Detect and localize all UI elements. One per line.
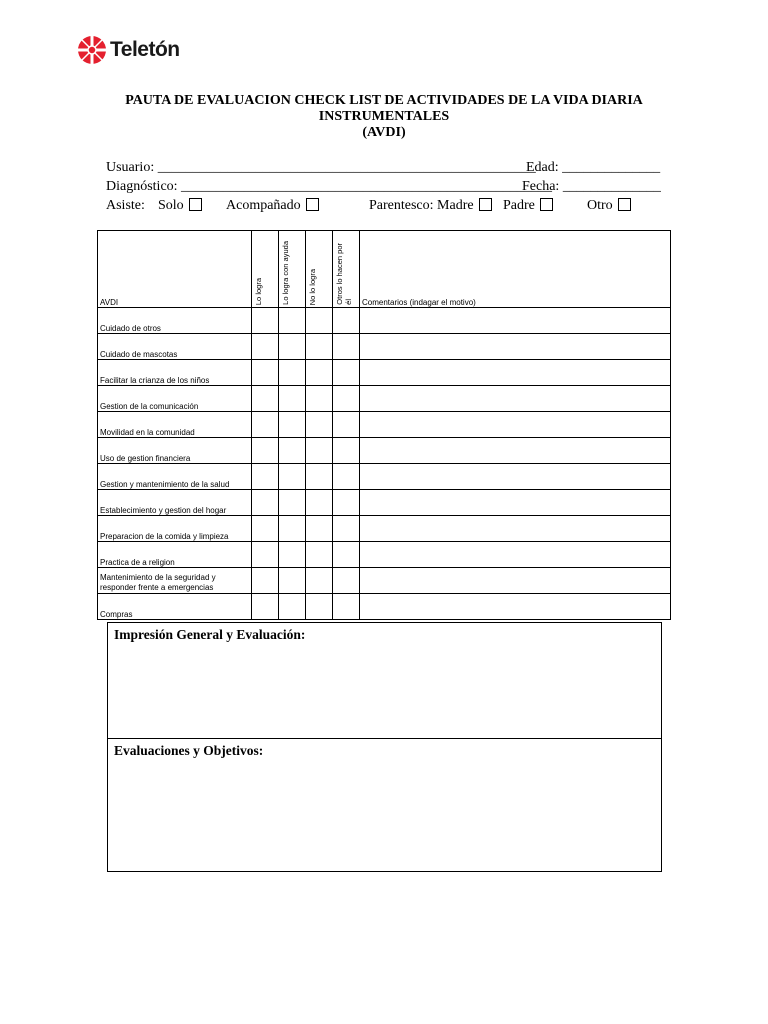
no-logra-cell[interactable] — [306, 594, 333, 620]
lo-logra-cell[interactable] — [252, 568, 279, 594]
table-row — [98, 308, 671, 334]
teleton-cross-icon — [76, 34, 108, 66]
otros-cell[interactable] — [333, 516, 360, 542]
lo-logra-cell[interactable] — [252, 594, 279, 620]
madre-checkbox[interactable] — [479, 198, 492, 211]
page-title-line3: (AVDI) — [362, 125, 406, 140]
lo-logra-cell[interactable] — [252, 542, 279, 568]
no-logra-cell[interactable] — [306, 516, 333, 542]
comentarios-cell[interactable] — [360, 386, 671, 412]
no-logra-cell[interactable] — [306, 360, 333, 386]
lo-logra-cell[interactable] — [252, 516, 279, 542]
con-ayuda-cell[interactable] — [279, 490, 306, 516]
acompanado-checkbox[interactable] — [306, 198, 319, 211]
con-ayuda-cell[interactable] — [279, 516, 306, 542]
otro-label: Otro — [587, 198, 613, 213]
comentarios-cell[interactable] — [360, 412, 671, 438]
no-logra-cell[interactable] — [306, 386, 333, 412]
no-logra-cell[interactable] — [306, 490, 333, 516]
padre-option[interactable] — [503, 198, 553, 214]
table-row — [98, 594, 671, 620]
diagnostico-field[interactable]: Diagnóstico: _____________________________________________________ — [106, 179, 553, 194]
comentarios-cell[interactable] — [360, 568, 671, 594]
otros-cell[interactable] — [333, 464, 360, 490]
con-ayuda-cell[interactable] — [279, 308, 306, 334]
activity-label: Cuidado de mascotas — [98, 334, 252, 360]
acompanado-label: Acompañado — [226, 198, 301, 213]
otros-cell[interactable] — [333, 542, 360, 568]
activity-label: Cuidado de otros — [98, 308, 252, 334]
edad-field[interactable]: Edad: ______________ — [526, 160, 661, 175]
col-lo-logra-header: Lo logra — [252, 231, 279, 308]
col-comentarios-header: Comentarios (indagar el motivo) — [360, 231, 671, 308]
lo-logra-cell[interactable] — [252, 360, 279, 386]
con-ayuda-cell[interactable] — [279, 594, 306, 620]
table-row — [98, 412, 671, 438]
activity-label: Practica de a religion — [98, 542, 252, 568]
otros-cell[interactable] — [333, 438, 360, 464]
no-logra-cell[interactable] — [306, 464, 333, 490]
lo-logra-cell[interactable] — [252, 438, 279, 464]
otros-cell[interactable] — [333, 594, 360, 620]
table-row — [98, 464, 671, 490]
con-ayuda-cell[interactable] — [279, 568, 306, 594]
con-ayuda-cell[interactable] — [279, 334, 306, 360]
comentarios-cell[interactable] — [360, 334, 671, 360]
con-ayuda-cell[interactable] — [279, 386, 306, 412]
comentarios-cell[interactable] — [360, 516, 671, 542]
table-row — [98, 438, 671, 464]
activity-label: Gestion de la comunicación — [98, 386, 252, 412]
activity-label: Mantenimiento de la seguridad y responder frente a emergencias — [98, 568, 252, 594]
asiste-label: Asiste: — [106, 198, 145, 213]
avdi-table — [97, 230, 671, 620]
table-row — [98, 490, 671, 516]
col-no-logra-header: No lo logra — [306, 231, 333, 308]
table-row — [98, 516, 671, 542]
lo-logra-cell[interactable] — [252, 334, 279, 360]
teleton-logo — [76, 34, 180, 66]
usuario-field[interactable]: Usuario: ______________________________________________________ — [106, 160, 536, 175]
lo-logra-cell[interactable] — [252, 412, 279, 438]
lo-logra-cell[interactable] — [252, 386, 279, 412]
comentarios-cell[interactable] — [360, 594, 671, 620]
activity-label: Compras — [98, 594, 252, 620]
solo-checkbox[interactable] — [189, 198, 202, 211]
evaluaciones-objetivos-title: Evaluaciones y Objetivos: — [114, 743, 264, 758]
con-ayuda-cell[interactable] — [279, 542, 306, 568]
comentarios-cell[interactable] — [360, 438, 671, 464]
impresion-general-section[interactable] — [107, 622, 662, 739]
otros-cell[interactable] — [333, 334, 360, 360]
activity-label: Preparacion de la comida y limpieza — [98, 516, 252, 542]
otro-option[interactable] — [587, 198, 631, 214]
col-avdi-header: AVDI — [98, 231, 252, 308]
page-title-line1: PAUTA DE EVALUACION CHECK LIST DE ACTIVIDADES DE LA VIDA DIARIA — [125, 93, 643, 108]
acompanado-option[interactable] — [226, 198, 319, 214]
otros-cell[interactable] — [333, 308, 360, 334]
impresion-general-title: Impresión General y Evaluación: — [114, 627, 306, 642]
parentesco-madre-label: Parentesco: Madre — [369, 198, 474, 213]
fecha-field[interactable]: Fecha: ______________ — [522, 179, 661, 194]
no-logra-cell[interactable] — [306, 412, 333, 438]
con-ayuda-cell[interactable] — [279, 360, 306, 386]
comentarios-cell[interactable] — [360, 308, 671, 334]
otros-cell[interactable] — [333, 360, 360, 386]
table-row — [98, 386, 671, 412]
solo-option[interactable] — [158, 198, 202, 214]
comentarios-cell[interactable] — [360, 360, 671, 386]
table-header-row — [98, 231, 671, 308]
otros-cell[interactable] — [333, 490, 360, 516]
col-otros-header: Otros lo hacen porél — [333, 231, 360, 308]
comentarios-cell[interactable] — [360, 542, 671, 568]
table-row — [98, 568, 671, 594]
lo-logra-cell[interactable] — [252, 464, 279, 490]
page-title-line2: INSTRUMENTALES — [318, 109, 450, 124]
no-logra-cell[interactable] — [306, 334, 333, 360]
con-ayuda-cell[interactable] — [279, 438, 306, 464]
comentarios-cell[interactable] — [360, 464, 671, 490]
otros-cell[interactable] — [333, 568, 360, 594]
otro-checkbox[interactable] — [618, 198, 631, 211]
padre-checkbox[interactable] — [540, 198, 553, 211]
padre-label: Padre — [503, 198, 535, 213]
con-ayuda-cell[interactable] — [279, 464, 306, 490]
evaluaciones-objetivos-section[interactable] — [107, 738, 662, 872]
table-row — [98, 542, 671, 568]
otros-cell[interactable] — [333, 386, 360, 412]
activity-label: Uso de gestion financiera — [98, 438, 252, 464]
activity-label: Movilidad en la comunidad — [98, 412, 252, 438]
col-con-ayuda-header: Lo logra con ayuda — [279, 231, 306, 308]
comentarios-cell[interactable] — [360, 490, 671, 516]
solo-label: Solo — [158, 198, 184, 213]
con-ayuda-cell[interactable] — [279, 412, 306, 438]
no-logra-cell[interactable] — [306, 568, 333, 594]
activity-label: Gestion y mantenimiento de la salud — [98, 464, 252, 490]
no-logra-cell[interactable] — [306, 542, 333, 568]
table-row — [98, 334, 671, 360]
logo-text: Teletón — [110, 38, 180, 61]
activity-label: Establecimiento y gestion del hogar — [98, 490, 252, 516]
no-logra-cell[interactable] — [306, 438, 333, 464]
no-logra-cell[interactable] — [306, 308, 333, 334]
madre-option[interactable] — [369, 198, 492, 214]
activity-label: Facilitar la crianza de los niños — [98, 360, 252, 386]
lo-logra-cell[interactable] — [252, 490, 279, 516]
otros-cell[interactable] — [333, 412, 360, 438]
table-row — [98, 360, 671, 386]
lo-logra-cell[interactable] — [252, 308, 279, 334]
